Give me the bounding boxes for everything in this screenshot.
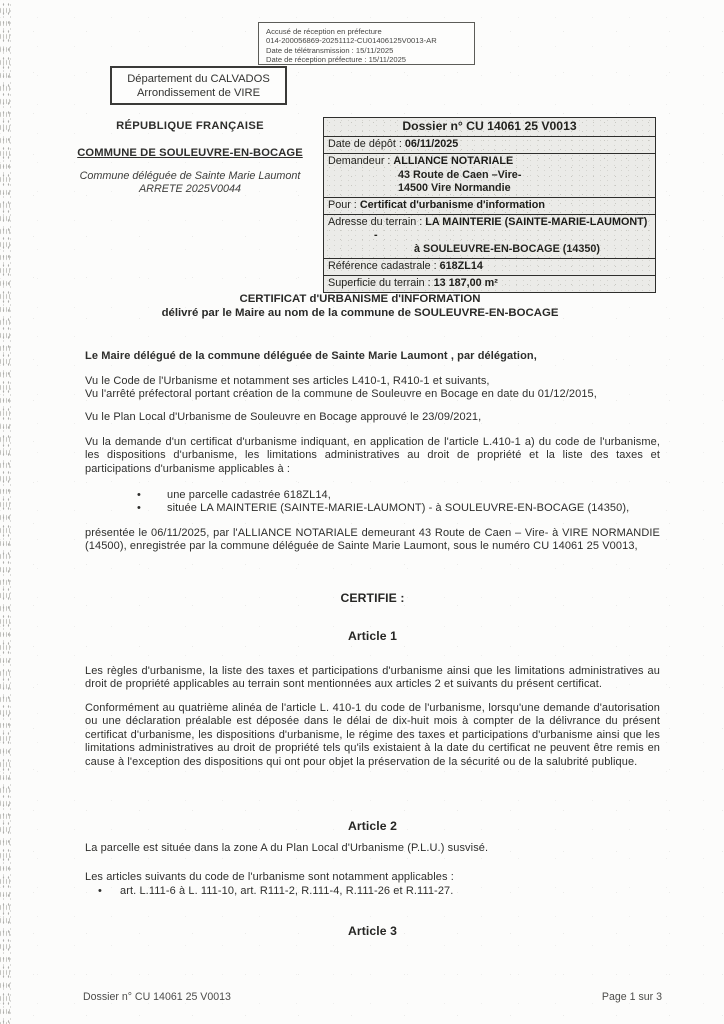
article-3-heading: Article 3 bbox=[348, 924, 397, 938]
row-adresse-terrain bbox=[324, 214, 655, 258]
certifie-heading: CERTIFIE : bbox=[340, 591, 405, 605]
vu-plu-paragraph: Vu le Plan Local d'Urbanisme de Souleuvre en Bocage approuvé le 23/09/2021, bbox=[85, 411, 482, 423]
article-1-paragraph-1: Les règles d'urbanisme, la liste des taxes et participations d'urbanisme ainsi que les limitations administratives au droit de propriété applicables au terrain sont mentionnées aux articles 2 et suivants du présent certificat. bbox=[85, 665, 660, 691]
list-item bbox=[85, 489, 660, 502]
row-superficie bbox=[324, 275, 655, 292]
demandeur-line bbox=[328, 155, 651, 168]
department-line: Département du CALVADOS bbox=[127, 72, 270, 85]
article-1-paragraph-2: Conformément au quatrième alinéa de l'article L. 410-1 du code de l'urbanisme, lorsqu'une demande d'autorisation ou une déclaration préalable est déposée dans le délai de dix-huit mois à compter de la délivrance du présent certificat d'urbanisme, les dispositions d'urbanisme, le régime des taxes et participations d'urbanisme ainsi que les limitations administratives au droit de propriété tels qu'ils existaient à la date du certificat ne peuvent être remis en cause à l'exception des dispositions qui ont pour objet la préservation de la sécurité ou de la salubrité publique. bbox=[85, 702, 660, 768]
vu-code-paragraph bbox=[85, 375, 660, 402]
date-depot-value: 06/11/2025 bbox=[404, 138, 459, 151]
superficie-label: Superficie du terrain : bbox=[328, 277, 434, 290]
bullet-icon: • bbox=[98, 885, 102, 897]
date-depot-label: Date de dépôt : bbox=[328, 138, 405, 151]
prefecture-receipt-stamp bbox=[258, 22, 475, 65]
list-item bbox=[85, 885, 660, 898]
dossier-number-header: Dossier n° CU 14061 25 V0013 bbox=[402, 119, 577, 133]
adresse-line bbox=[328, 216, 651, 229]
demandeur-name: ALLIANCE NOTARIALE bbox=[393, 155, 514, 168]
adresse-label: Adresse du terrain : bbox=[328, 216, 426, 229]
stamp-line-4: Date de réception préfecture : 15/11/2025 bbox=[266, 55, 407, 65]
row-date-depot bbox=[324, 136, 655, 153]
demandeur-label: Demandeur : bbox=[328, 155, 394, 168]
article-1-heading: Article 1 bbox=[348, 629, 397, 643]
article-2-paragraph-2: Les articles suivants du code de l'urbanisme sont notamment applicables : bbox=[85, 871, 454, 883]
demandeur-address-line-1: 43 Route de Caen –Vire- bbox=[398, 168, 522, 181]
adresse-value: LA MAINTERIE (SAINTE-MARIE-LAUMONT) bbox=[425, 216, 648, 229]
article-2-heading: Article 2 bbox=[348, 819, 397, 833]
row-reference-cadastrale bbox=[324, 258, 655, 275]
bullet-icon: • bbox=[137, 502, 141, 515]
reference-label: Référence cadastrale : bbox=[328, 259, 440, 272]
arrete-number: ARRETE 2025V0044 bbox=[138, 183, 242, 195]
title-line-2: délivré par le Maire au nom de la commune de SOULEUVRE-EN-BOCAGE bbox=[161, 307, 559, 319]
vu-demande-paragraph: Vu la demande d'un certificat d'urbanisme indiquant, en application de l'article L.410-1 a) du code de l'urbanisme, les dispositions d'urbanisme, les limitations administratives au droit de propriété et la liste des taxes et participations d'urbanisme applicables à : bbox=[85, 436, 660, 475]
commune-heading: COMMUNE DE SOULEUVRE-EN-BOCAGE bbox=[77, 147, 303, 159]
pour-value: Certificat d'urbanisme d'information bbox=[359, 199, 545, 212]
superficie-value: 13 187,00 m² bbox=[433, 277, 498, 290]
delegated-commune-line: Commune déléguée de Sainte Marie Laumont bbox=[79, 170, 301, 182]
adresse-commune-value: à SOULEUVRE-EN-BOCAGE (14350) bbox=[414, 242, 600, 255]
pour-label: Pour : bbox=[328, 199, 360, 212]
bullet-text-situee: située LA MAINTERIE (SAINTE-MARIE-LAUMONT) - à SOULEUVRE-EN-BOCAGE (14350), bbox=[167, 502, 630, 515]
intro-paragraph: Le Maire délégué de la commune déléguée de Sainte Marie Laumont , par délégation, bbox=[85, 350, 537, 362]
left-header bbox=[55, 120, 325, 195]
page-footer bbox=[83, 991, 662, 1003]
footer-page-number: Page 1 sur 3 bbox=[601, 991, 662, 1003]
department-box bbox=[110, 66, 287, 105]
row-demandeur bbox=[324, 153, 655, 197]
dossier-table bbox=[323, 117, 656, 293]
title-line-1: CERTIFICAT d'URBANISME d'INFORMATION bbox=[239, 293, 481, 305]
demandeur-address-line-2: 14500 Vire Normandie bbox=[398, 181, 511, 194]
parcel-bullet-list bbox=[85, 489, 660, 516]
row-pour bbox=[324, 197, 655, 214]
footer-dossier-number: Dossier n° CU 14061 25 V0013 bbox=[83, 991, 231, 1003]
stamp-line-1: Accusé de réception en préfecture bbox=[266, 27, 382, 36]
republic-heading: RÉPUBLIQUE FRANÇAISE bbox=[116, 120, 264, 132]
document-title bbox=[80, 292, 640, 320]
reference-value: 618ZL14 bbox=[439, 259, 483, 272]
vu-line-2: Vu l'arrêté préfectoral portant création de la commune de Souleuvre en Bocage en date du 01/12/2015, bbox=[85, 388, 597, 401]
bullet-icon: • bbox=[137, 489, 141, 501]
adresse-dash: - bbox=[374, 229, 378, 242]
article-2-paragraph-1: La parcelle est située dans la zone A du Plan Local d'Urbanisme (P.L.U.) susvisé. bbox=[85, 842, 489, 854]
article-2-bullet-list bbox=[85, 885, 660, 898]
stamp-line-2: 014-200056869-20251112-CU01406125V0013-AR bbox=[266, 36, 437, 46]
stamp-line-3: Date de télétransmission : 15/11/2025 bbox=[266, 45, 394, 55]
bullet-text-articles: art. L.111-6 à L. 111-10, art. R111-2, R.111-4, R.111-26 et R.111-27. bbox=[120, 885, 454, 897]
scan-edge-noise bbox=[0, 0, 11, 1024]
vu-line-1: Vu le Code de l'Urbanisme et notamment ses articles L410-1, R410-1 et suivants, bbox=[85, 375, 490, 387]
arrondissement-line: Arrondissement de VIRE bbox=[136, 86, 261, 99]
bullet-text-parcelle: une parcelle cadastrée 618ZL14, bbox=[167, 489, 331, 501]
list-item bbox=[85, 502, 660, 515]
presentee-paragraph: présentée le 06/11/2025, par l'ALLIANCE NOTARIALE demeurant 43 Route de Caen – Vire- à VIRE NORMANDIE (14500), enregistrée par la commune déléguée de Sainte Marie Laumont, sous le numéro CU 14061 25 V0013, bbox=[85, 527, 660, 553]
